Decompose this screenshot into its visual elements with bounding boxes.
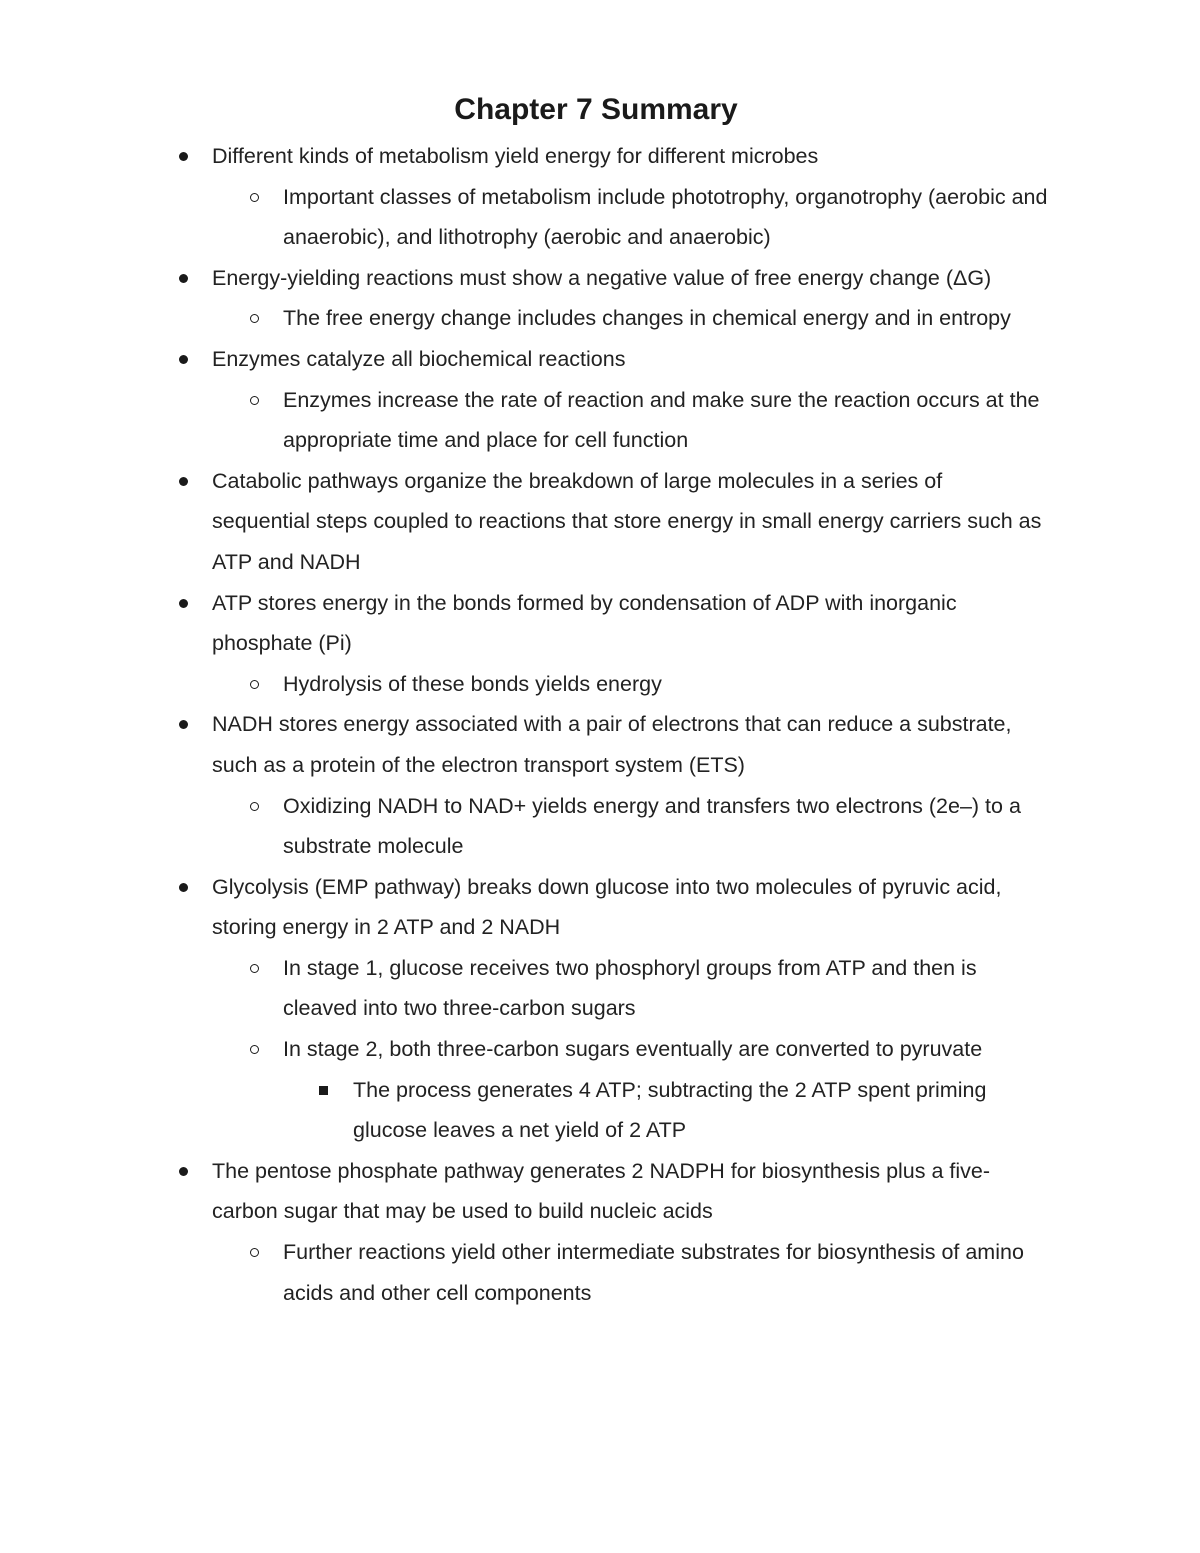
list-item-text: Further reactions yield other intermediate substrates for biosynthesis of amino acids and other cell components (283, 1240, 1024, 1305)
list-item (0, 258, 1042, 299)
list-item (0, 1070, 1055, 1151)
list-item (0, 583, 1042, 664)
list-item (0, 867, 1042, 948)
list-item-text: Glycolysis (EMP pathway) breaks down glucose into two molecules of pyruvic acid, storing energy in 2 ATP and 2 NADH (212, 874, 1002, 940)
hollow-circle-bullet-icon (250, 193, 259, 202)
list-item-text: In stage 2, both three-carbon sugars eventually are converted to pyruvate (283, 1037, 983, 1062)
list-item-text: The pentose phosphate pathway generates 2 NADPH for biosynthesis plus a five-carbon sugar that may be used to build nucleic acids (212, 1158, 991, 1224)
hollow-circle-bullet-icon (250, 1045, 259, 1054)
list-item-text: ATP stores energy in the bonds formed by condensation of ADP with inorganic phosphate (Pi) (212, 590, 957, 656)
filled-circle-bullet-icon (179, 883, 188, 892)
list-item (0, 177, 1055, 258)
filled-circle-bullet-icon (179, 477, 188, 486)
list-item (0, 1029, 1055, 1070)
hollow-circle-bullet-icon (250, 680, 259, 689)
list-item (0, 1232, 1055, 1313)
list-item-text: The process generates 4 ATP; subtracting the 2 ATP spent priming glucose leaves a net yield of 2 ATP (353, 1077, 987, 1143)
hollow-circle-bullet-icon (250, 396, 259, 405)
hollow-circle-bullet-icon (250, 314, 259, 323)
list-item (0, 298, 1055, 339)
list-item (0, 1151, 1042, 1232)
list-item-text: Energy-yielding reactions must show a negative value of free energy change (ΔG) (212, 265, 992, 290)
list-item-text: Enzymes catalyze all biochemical reactions (212, 346, 626, 371)
list-item-text: Catabolic pathways organize the breakdown of large molecules in a series of sequential steps coupled to reactions that store energy in small energy carriers such as ATP and NADH (212, 468, 1042, 574)
bullet-list (0, 136, 1200, 1313)
list-item (0, 380, 1055, 461)
list-item-text: Hydrolysis of these bonds yields energy (283, 671, 662, 696)
list-item-text: Enzymes increase the rate of reaction and make sure the reaction occurs at the appropriate time and place for cell function (283, 387, 1040, 453)
filled-circle-bullet-icon (179, 274, 188, 283)
filled-square-bullet-icon (319, 1086, 328, 1095)
hollow-circle-bullet-icon (250, 964, 259, 973)
list-item-text: Oxidizing NADH to NAD+ yields energy and transfers two electrons (2e–) to a substrate molecule (283, 793, 1021, 859)
list-item (0, 664, 1055, 705)
filled-circle-bullet-icon (179, 599, 188, 608)
filled-circle-bullet-icon (179, 720, 188, 729)
hollow-circle-bullet-icon (250, 1248, 259, 1257)
hollow-circle-bullet-icon (250, 802, 259, 811)
list-item (0, 786, 1055, 867)
list-item-text: The free energy change includes changes in chemical energy and in entropy (283, 306, 1011, 331)
list-item (0, 948, 1055, 1029)
list-item-text: Important classes of metabolism include phototrophy, organotrophy (aerobic and anaerobic), and lithotrophy (aerobic and anaerobic) (283, 184, 1048, 250)
list-item-text: Different kinds of metabolism yield energy for different microbes (212, 144, 819, 168)
page-title: Chapter 7 Summary (454, 93, 738, 127)
list-item (0, 461, 1042, 583)
list-item (0, 136, 1042, 177)
list-item (0, 339, 1042, 380)
list-item (0, 704, 1042, 785)
filled-circle-bullet-icon (179, 1167, 188, 1176)
filled-circle-bullet-icon (179, 152, 188, 161)
list-item-text: In stage 1, glucose receives two phosphoryl groups from ATP and then is cleaved into two three-carbon sugars (283, 955, 977, 1021)
filled-circle-bullet-icon (179, 355, 188, 364)
list-item-text: NADH stores energy associated with a pair of electrons that can reduce a substrate, such as a protein of the electron transport system (ETS) (212, 712, 1012, 777)
